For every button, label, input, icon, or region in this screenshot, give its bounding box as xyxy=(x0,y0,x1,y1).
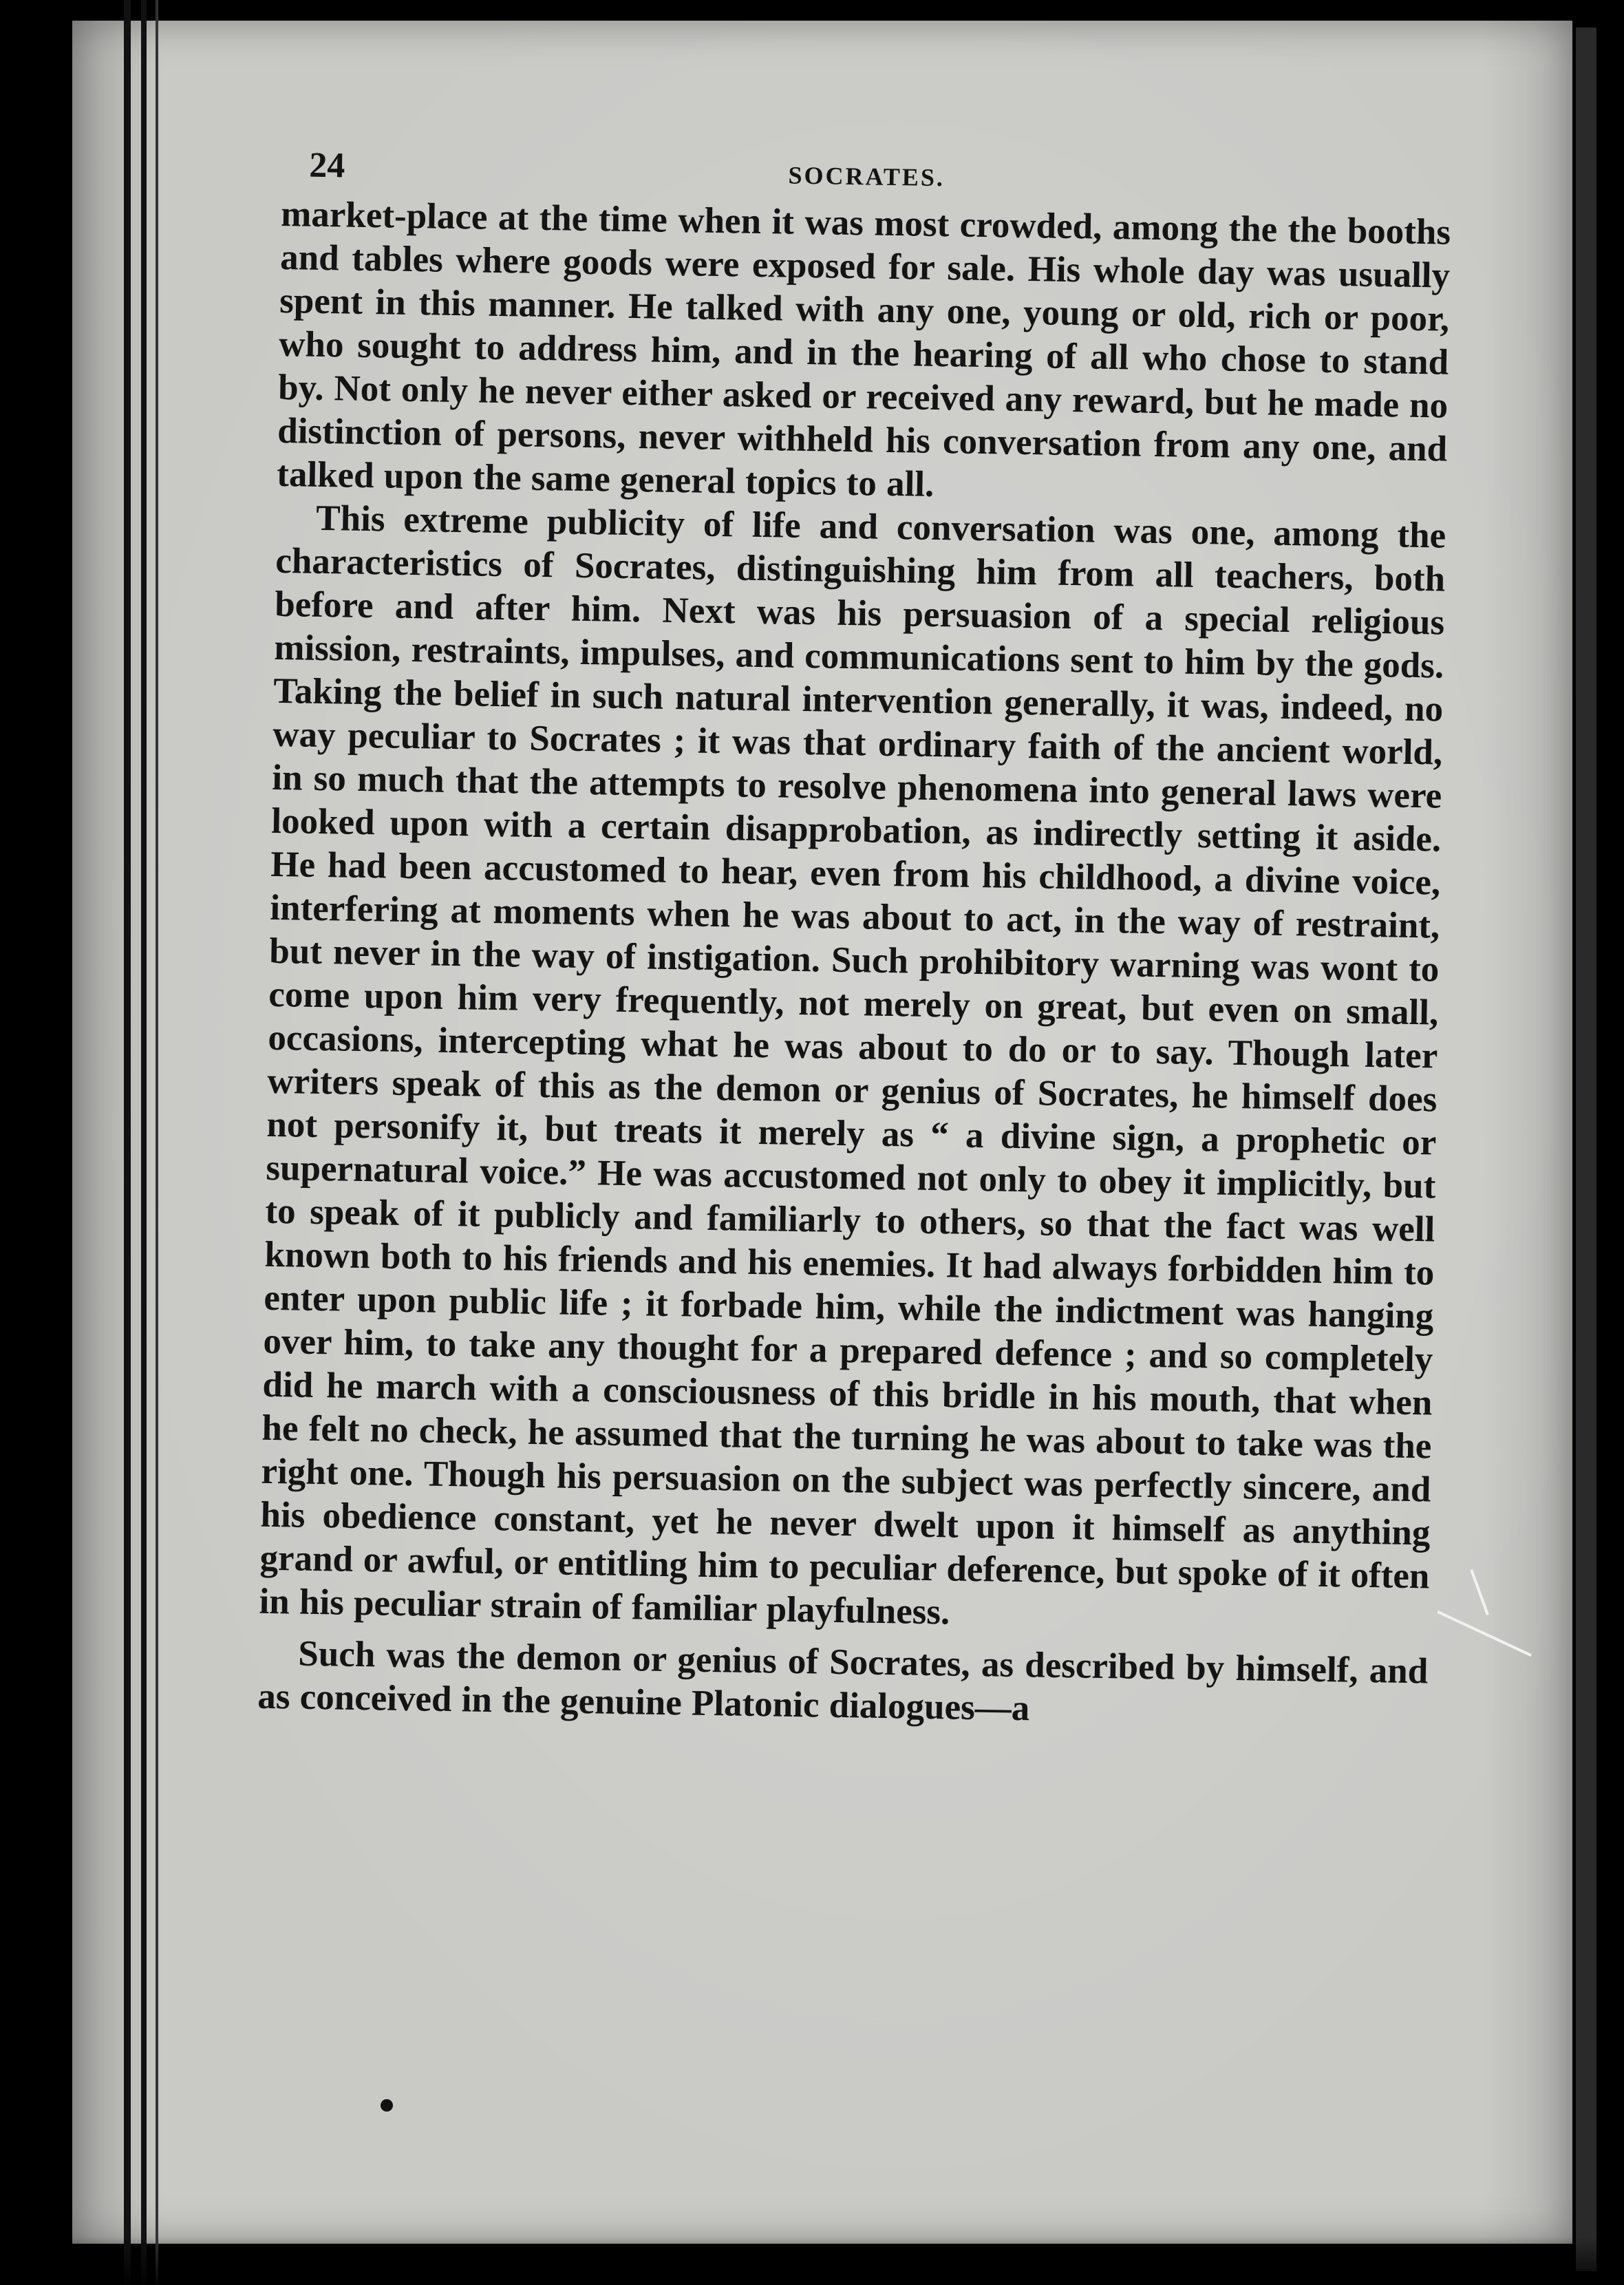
binding-edge xyxy=(141,0,147,2285)
binding-edge xyxy=(156,0,158,2285)
page-number: 24 xyxy=(308,145,345,186)
ink-speck xyxy=(381,2099,393,2112)
paragraph: Such was the demon or genius of Socrates, as described by himself, and as conceived in the genuine Platonic dialogues—a xyxy=(257,1633,1429,1729)
binding-edge xyxy=(124,0,131,2285)
page-content xyxy=(257,138,1452,1736)
paragraph: market-place at the time when it was most crowded, among the the booths and tables where goods were exposed for sale. His whole day was usually spent in this manner. He talked with any one, young or old, rich or poor, who sought to address him, and in the hearing of all who chose to stand by. Not only he never either asked or received any reward, but he made no distinction of persons, never withheld his conversation from any one, and talked upon the same general topics to all. xyxy=(276,193,1451,504)
facing-page-edge xyxy=(1572,0,1624,2285)
paragraph: This extreme publicity of life and conversation was one, among the characteristics of Socrates, distinguishing him from all teachers, both before and after him. Next was his persuasion of a special religious mission, restraints, impulses, and communications sent to him by the gods. Taking the belief in such natural intervention generally, it was, indeed, no way peculiar to Socrates ; it was that ordinary faith of the ancient world, in so much that the attempts to resolve phenomena into general laws were looked upon with a certain disapprobation, as indirectly setting it aside. He had been accustomed to hear, even from his childhood, a divine voice, interfering at moments when he was about to act, in the way of restraint, but never in the way of instigation. Such prohibitory warning was wont to come upon him very frequently, not merely on great, but even on small, occasions, intercepting what he was about to do or to say. Though later writers speak of this as the demon or genius of Socrates, he himself does not personify it, but treats it merely as “ a divine sign, a prophetic or supernatural voice.” He was accustomed not only to obey it implicitly, but to speak of it publicly and familiarly to others, so that the fact was well known both to his friends and his enemies. It had always forbidden him to enter upon public life ; it forbade him, while the indictment was hanging over him, to take any thought for a prepared defence ; and so completely did he march with a consciousness of this bridle in his mouth, that when he felt no check, he assumed that the turning he was about to take was the right one. Though his persuasion on the subject was perfectly sincere, and his obedience constant, yet he never dwelt upon it himself as anything grand or awful, or entitling him to peculiar deference, but spoke of it often in his peculiar strain of familiar playfulness. xyxy=(259,498,1446,1633)
body-text xyxy=(257,193,1451,1736)
running-title: SOCRATES. xyxy=(788,161,945,192)
facing-page-edge-inner xyxy=(1576,28,1596,2271)
bottom-shadow xyxy=(0,2237,1624,2285)
